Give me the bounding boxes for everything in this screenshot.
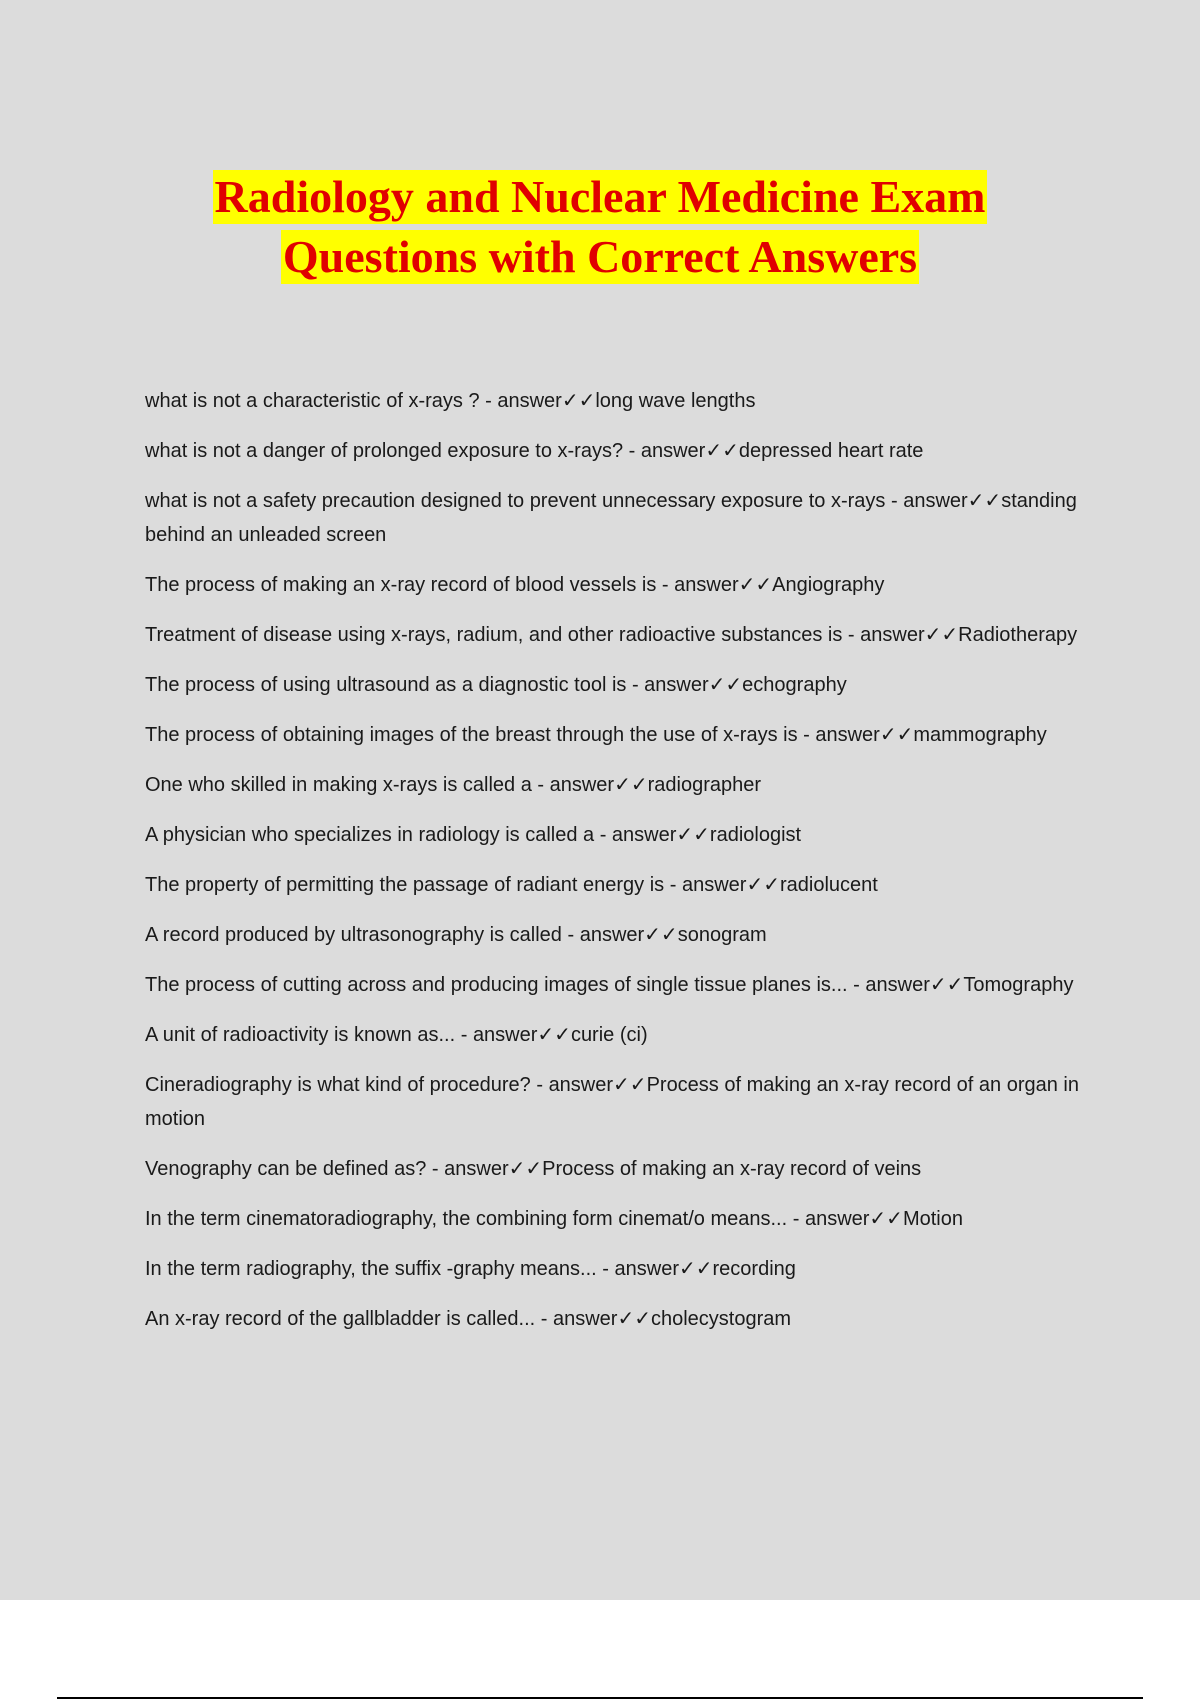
question-text: A record produced by ultrasonography is called - (145, 924, 580, 946)
qa-item (145, 1068, 1085, 1136)
answer-prefix: answer✓✓ (444, 1158, 543, 1180)
qa-item (145, 918, 1085, 952)
answer-text: long wave lengths (595, 390, 756, 412)
qa-item (145, 434, 1085, 468)
document-title (0, 170, 1200, 290)
answer-text: Process of making an x-ray record of veins (542, 1158, 922, 1180)
answer-prefix: answer✓✓ (644, 674, 743, 696)
question-text: Treatment of disease using x-rays, radium, and other radioactive substances is - (145, 624, 860, 646)
answer-text: cholecystogram (650, 1308, 792, 1330)
answer-prefix: answer✓✓ (804, 1208, 903, 1230)
question-text: what is not a danger of prolonged exposure to x-rays? - (145, 440, 641, 462)
question-text: Cineradiography is what kind of procedure? - (145, 1074, 549, 1096)
title-line-2: Questions with Correct Answers (282, 231, 918, 282)
qa-item (145, 1202, 1085, 1236)
qa-item (145, 968, 1085, 1002)
title-line-1: Radiology and Nuclear Medicine Exam (214, 171, 986, 222)
answer-prefix: answer✓✓ (548, 1074, 647, 1096)
answer-prefix: answer✓✓ (674, 574, 773, 596)
question-text: In the term cinematoradiography, the combining form cinemat/o means... - (145, 1208, 805, 1230)
question-text: The process of cutting across and producing images of single tissue planes is... - (145, 974, 865, 996)
answer-prefix: answer✓✓ (815, 724, 914, 746)
question-text: what is not a characteristic of x-rays ? - (145, 390, 497, 412)
answer-text: radiolucent (779, 874, 878, 896)
question-text: The process of making an x-ray record of blood vessels is - (145, 574, 674, 596)
qa-item (145, 818, 1085, 852)
answer-text: Process of making an x-ray record of an organ in motion (145, 1074, 1079, 1130)
qa-item (145, 484, 1085, 552)
question-text: A physician who specializes in radiology is called a - (145, 824, 612, 846)
answer-prefix: answer✓✓ (552, 1308, 651, 1330)
answer-text: curie (ci) (570, 1024, 648, 1046)
question-text: The process of using ultrasound as a diagnostic tool is - (145, 674, 644, 696)
answer-text: standing behind an unleaded screen (145, 490, 1077, 546)
answer-prefix: answer✓✓ (681, 874, 780, 896)
answer-text: radiologist (709, 824, 802, 846)
answer-prefix: answer✓✓ (611, 824, 710, 846)
answer-text: recording (712, 1258, 796, 1280)
answer-text: Tomography (963, 974, 1074, 996)
question-text: One who skilled in making x-rays is called a - (145, 774, 550, 796)
qa-item (145, 384, 1085, 418)
answer-prefix: answer✓✓ (472, 1024, 571, 1046)
qa-item (145, 1152, 1085, 1186)
answer-prefix: answer✓✓ (860, 624, 959, 646)
answer-text: Motion (902, 1208, 963, 1230)
qa-item (145, 1018, 1085, 1052)
qa-item (145, 868, 1085, 902)
question-text: An x-ray record of the gallbladder is called... - (145, 1308, 553, 1330)
footer-divider (57, 1697, 1143, 1699)
answer-text: sonogram (677, 924, 767, 946)
question-text: what is not a safety precaution designed to prevent unnecessary exposure to x-rays - (145, 490, 903, 512)
answer-prefix: answer✓✓ (614, 1258, 713, 1280)
qa-item (145, 1302, 1085, 1336)
question-answer-list (145, 384, 1085, 1352)
question-text: A unit of radioactivity is known as... - (145, 1024, 473, 1046)
answer-prefix: answer✓✓ (640, 440, 739, 462)
answer-prefix: answer✓✓ (865, 974, 964, 996)
answer-text: Angiography (772, 574, 885, 596)
answer-text: mammography (913, 724, 1047, 746)
answer-text: radiographer (647, 774, 762, 796)
qa-item (145, 568, 1085, 602)
qa-item (145, 618, 1085, 652)
answer-text: Radiotherapy (958, 624, 1078, 646)
answer-prefix: answer✓✓ (903, 490, 1002, 512)
answer-prefix: answer✓✓ (497, 390, 596, 412)
question-text: Venography can be defined as? - (145, 1158, 444, 1180)
qa-item (145, 1252, 1085, 1286)
answer-text: echography (742, 674, 847, 696)
question-text: In the term radiography, the suffix -graphy means... - (145, 1258, 615, 1280)
question-text: The process of obtaining images of the breast through the use of x-rays is - (145, 724, 815, 746)
answer-prefix: answer✓✓ (579, 924, 678, 946)
qa-item (145, 668, 1085, 702)
answer-prefix: answer✓✓ (549, 774, 648, 796)
answer-text: depressed heart rate (738, 440, 924, 462)
qa-item (145, 718, 1085, 752)
question-text: The property of permitting the passage of radiant energy is - (145, 874, 682, 896)
qa-item (145, 768, 1085, 802)
